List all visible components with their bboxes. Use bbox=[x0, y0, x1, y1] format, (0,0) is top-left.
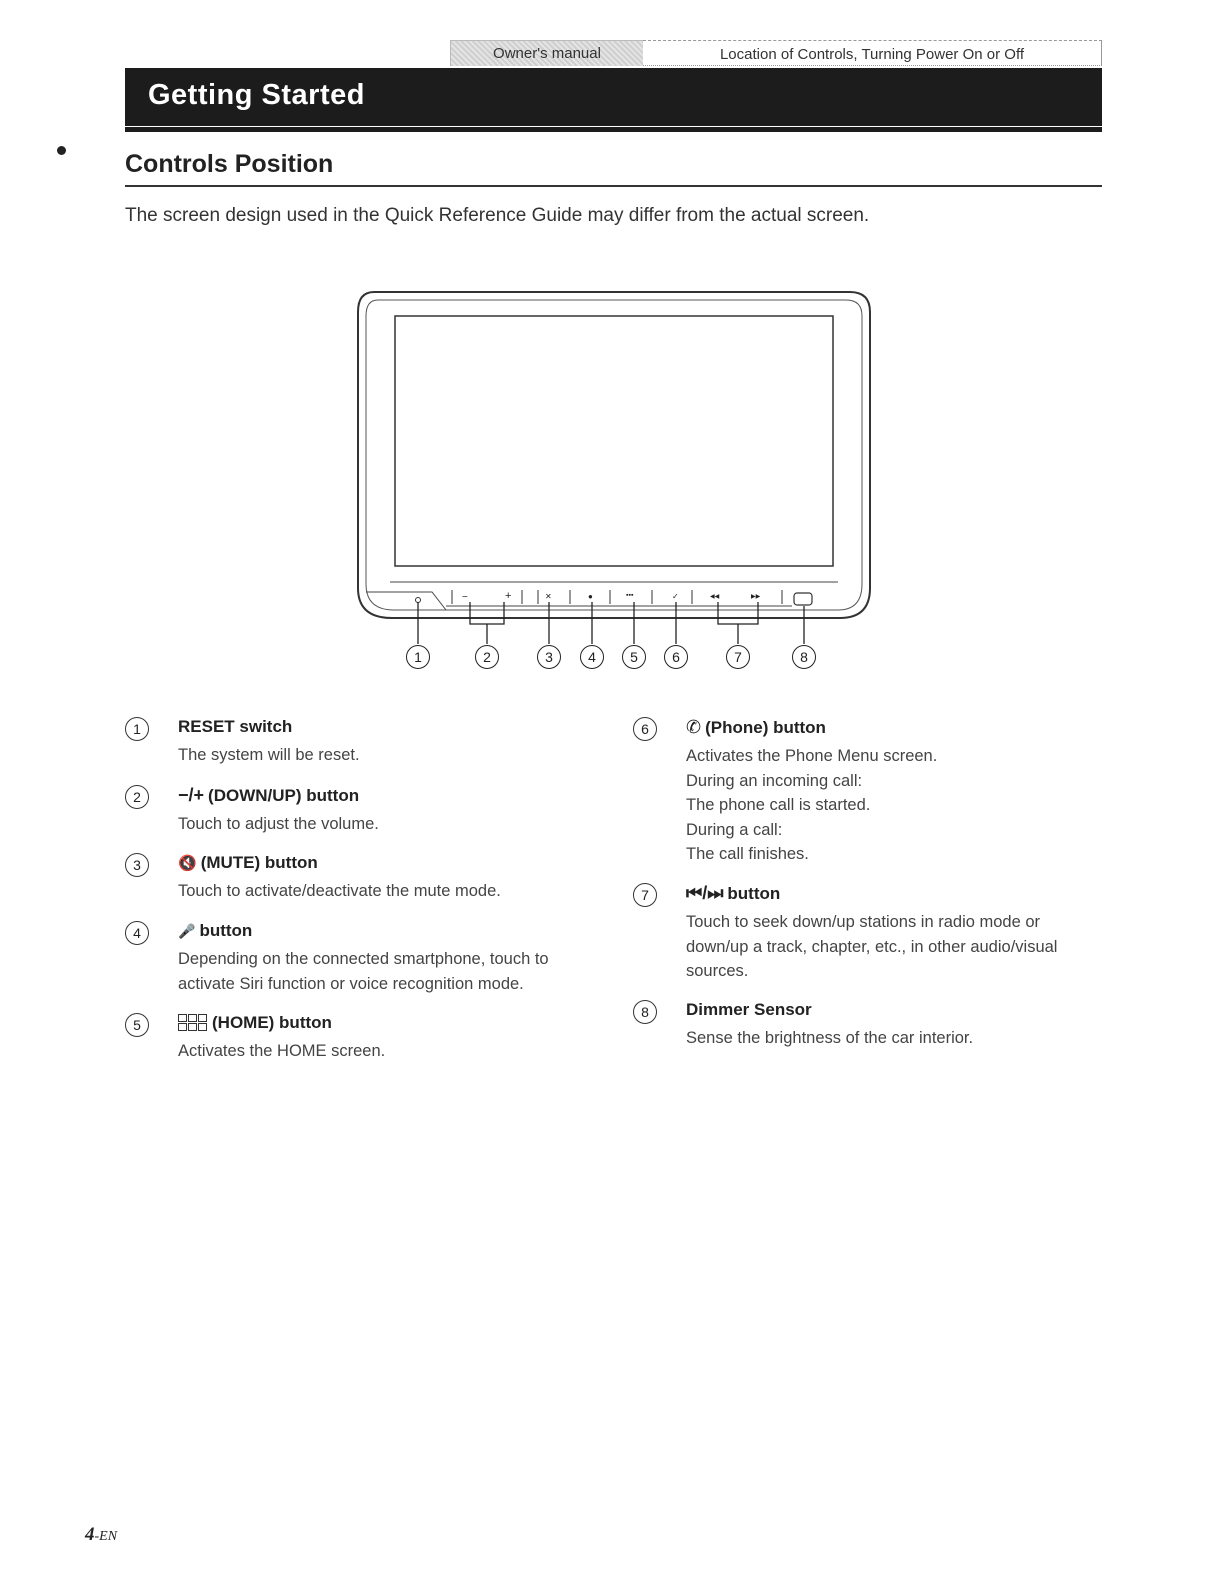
item-number: 5 bbox=[125, 1013, 149, 1037]
item-number: 6 bbox=[633, 717, 657, 741]
screen-area bbox=[395, 316, 833, 566]
page-number-value: 4 bbox=[85, 1524, 95, 1545]
item-desc-line: Activates the Phone Menu screen. bbox=[686, 747, 938, 765]
phone-icon: ✆ bbox=[686, 717, 702, 737]
home-mark: ▪▪▪ bbox=[626, 592, 634, 599]
item-desc-line: The system will be reset. bbox=[178, 746, 360, 764]
mute-icon: 🔇 bbox=[178, 855, 197, 872]
callout-5: 5 bbox=[622, 645, 646, 669]
item-desc-line: During an incoming call: bbox=[686, 771, 863, 790]
item-desc-line: down/up a track, chapter, etc., in other audio/visual bbox=[686, 937, 1058, 956]
microphone-icon: 🎤 bbox=[178, 922, 196, 939]
item-number: 4 bbox=[125, 921, 149, 945]
callout-6: 6 bbox=[664, 645, 688, 669]
page-number bbox=[85, 1524, 117, 1546]
item-desc-line: Touch to adjust the volume. bbox=[178, 815, 379, 833]
page-suffix: -EN bbox=[94, 1529, 118, 1544]
item-desc-line: Sense the brightness of the car interior. bbox=[686, 1029, 974, 1047]
item-title: RESET switch bbox=[178, 717, 293, 736]
minus-mark: − bbox=[462, 592, 468, 603]
item-number: 3 bbox=[125, 853, 149, 877]
tab-owners-manual[interactable]: Owner's manual bbox=[450, 40, 643, 66]
phone-mark: ✓ bbox=[672, 592, 679, 601]
item-number: 7 bbox=[633, 883, 657, 907]
item-desc-line: Depending on the connected smartphone, touch to bbox=[178, 950, 549, 968]
item-number: 1 bbox=[125, 717, 149, 741]
item-title: (HOME) button bbox=[212, 1013, 332, 1032]
tab-location-of-controls[interactable]: Location of Controls, Turning Power On or Off bbox=[643, 40, 1102, 66]
item-title: (Phone) button bbox=[705, 717, 826, 737]
next-mark: ▶▶ bbox=[751, 594, 761, 600]
item-title: Dimmer Sensor bbox=[686, 1000, 812, 1019]
title-underline bbox=[125, 127, 1102, 132]
callout-2: 2 bbox=[475, 645, 499, 669]
intro-text: The screen design used in the Quick Reference Guide may differ from the actual screen. bbox=[125, 205, 870, 226]
callout-1: 1 bbox=[406, 645, 430, 669]
home-grid-icon bbox=[178, 1014, 208, 1032]
chapter-title: Getting Started bbox=[148, 79, 365, 111]
callout-3: 3 bbox=[537, 645, 561, 669]
dimmer-sensor-shape bbox=[794, 593, 812, 605]
mic-mark: ● bbox=[588, 592, 593, 601]
item-desc-line: During a call: bbox=[686, 820, 783, 839]
callout-4: 4 bbox=[580, 645, 604, 669]
item-title: (MUTE) button bbox=[200, 853, 318, 872]
prev-next-icon: ⏮/⏭ bbox=[686, 883, 724, 903]
section-rule bbox=[125, 185, 1102, 187]
prev-mark: ◀◀ bbox=[710, 594, 720, 600]
item-desc-line: sources. bbox=[686, 962, 749, 980]
device-illustration bbox=[352, 288, 882, 678]
mute-mark: ✕ bbox=[545, 592, 552, 601]
item-title: (DOWN/UP) button bbox=[208, 785, 360, 805]
header-tabs bbox=[450, 40, 1102, 66]
margin-bullet bbox=[57, 146, 66, 155]
minus-plus-icon: −/+ bbox=[178, 785, 205, 805]
item-desc-line: The phone call is started. bbox=[686, 796, 871, 814]
item-number: 2 bbox=[125, 785, 149, 809]
item-desc-line: Touch to seek down/up stations in radio mode or bbox=[686, 913, 1041, 931]
callout-8: 8 bbox=[792, 645, 816, 669]
item-desc-line: Activates the HOME screen. bbox=[178, 1042, 386, 1060]
item-desc-line: The call finishes. bbox=[686, 845, 809, 863]
callout-7: 7 bbox=[726, 645, 750, 669]
chapter-title-bar bbox=[125, 68, 1102, 126]
item-desc-line: Touch to activate/deactivate the mute mode. bbox=[178, 882, 501, 900]
plus-mark: + bbox=[505, 590, 512, 602]
item-title: button bbox=[727, 883, 781, 903]
device-diagram bbox=[352, 288, 882, 678]
section-heading: Controls Position bbox=[125, 150, 334, 178]
item-number: 8 bbox=[633, 1000, 657, 1024]
item-title: button bbox=[199, 921, 253, 940]
item-desc-line: activate Siri function or voice recognition mode. bbox=[178, 974, 524, 993]
